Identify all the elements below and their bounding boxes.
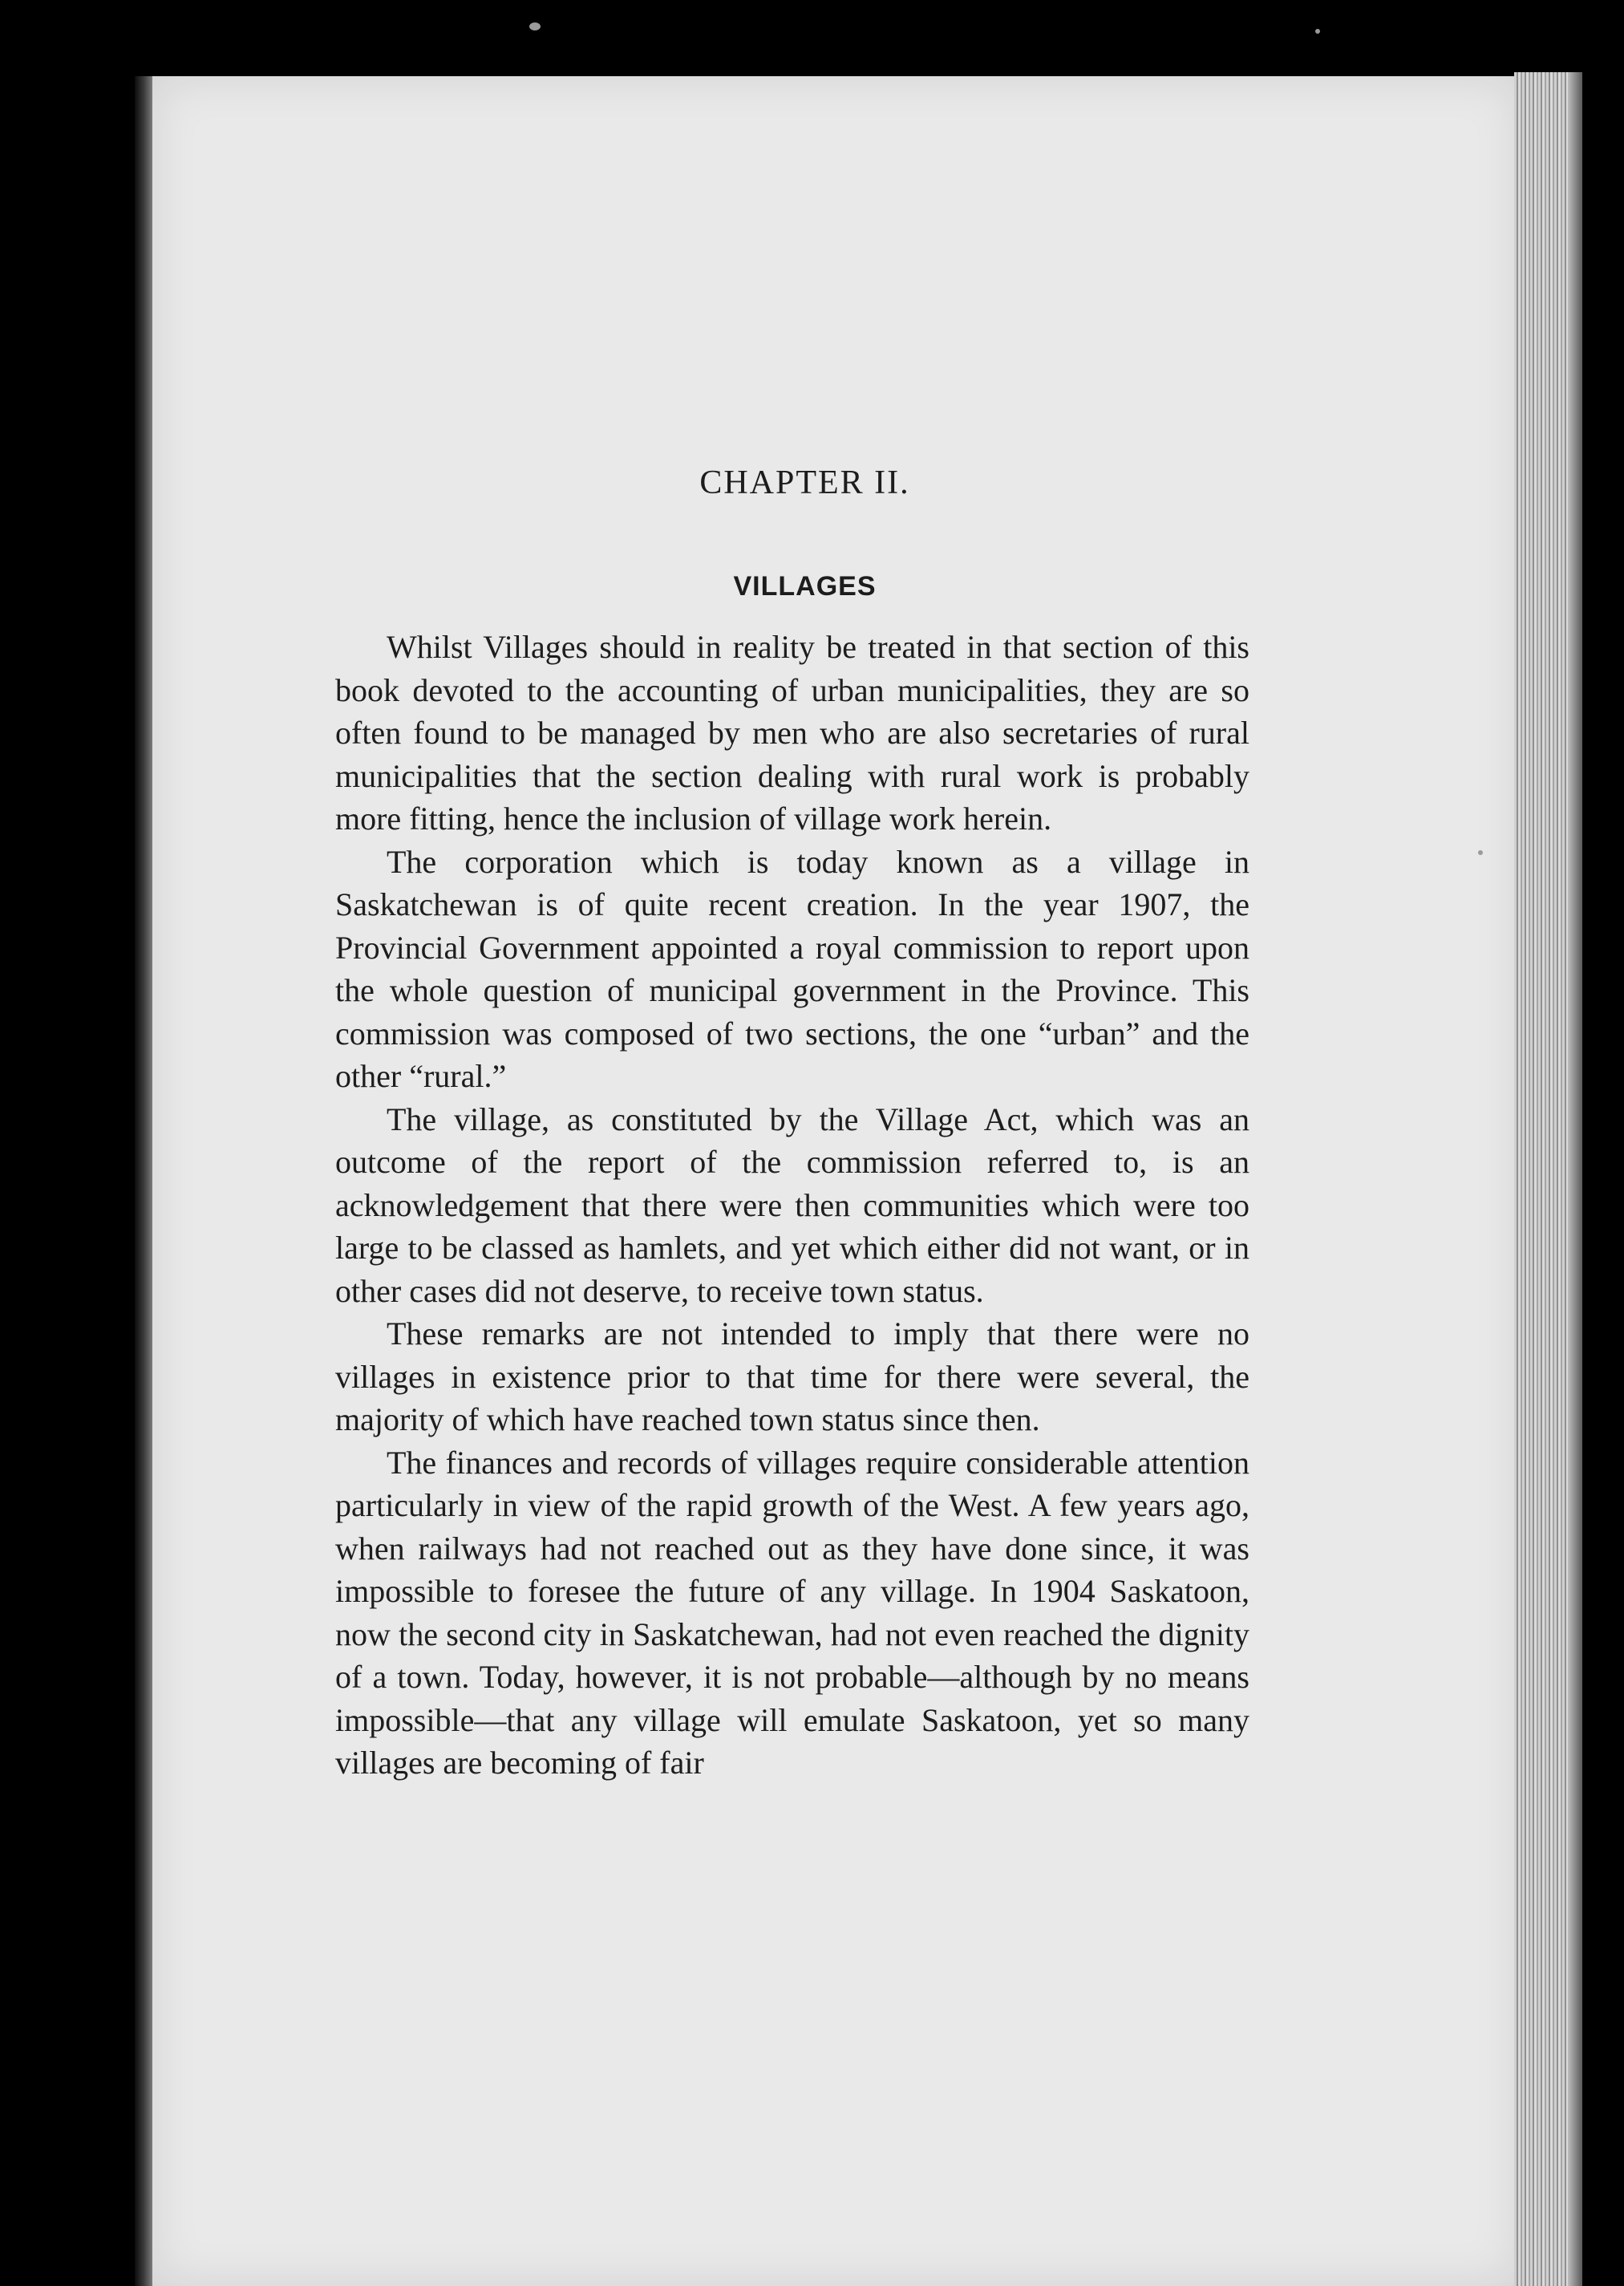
page-stack-shadow	[1568, 72, 1582, 2286]
scan-speck	[1478, 850, 1483, 855]
paragraph: The village, as constituted by the Village Act, which was an outcome of the report of the commission referred to, is an acknowledgement that there were then communities which were too large to be classed as hamlets, and yet which either did not want, or in other cases did not deserve, to receive town status.	[335, 1100, 1249, 1309]
paragraph: Whilst Villages should in reality be treated in that section of this book devoted to the accounting of urban municipalities, they are so often found to be managed by men who are also secretaries of rural municipalities that the section dealing with rural work is probably more fitting, hence the inclusion of village work herein.	[335, 629, 1249, 837]
scan-speck	[529, 22, 541, 30]
paragraph: These remarks are not intended to imply that there were no villages in existence prior to that time for there were several, the majority of which have reached town status since then.	[335, 1315, 1249, 1437]
chapter-title: CHAPTER II.	[699, 464, 910, 501]
section-title: VILLAGES	[733, 571, 877, 602]
paragraph: The corporation which is today known as a village in Saskatchewan is of quite recent creation. In the year 1907, the Provincial Government appointed a royal commission to report upon the whole question of municipal government in the Province. This commission was composed of two sections, the one “urban” and the other “rural.”	[335, 843, 1249, 1094]
body-text	[335, 626, 1249, 1785]
scan-speck	[1315, 29, 1320, 34]
paragraph: The finances and records of villages require considerable attention particularly in view of the rapid growth of the West. A few years ago, when railways had not reached out as they have done since, it was impossible to foresee the future of any village. In 1904 Saskatoon, now the second city in Saskatchewan, had not even reached the dignity of a town. Today, however, it is not probable—although by no means impossible—that any village will emulate Saskatoon, yet so many villages are becoming of fair	[335, 1444, 1249, 1781]
